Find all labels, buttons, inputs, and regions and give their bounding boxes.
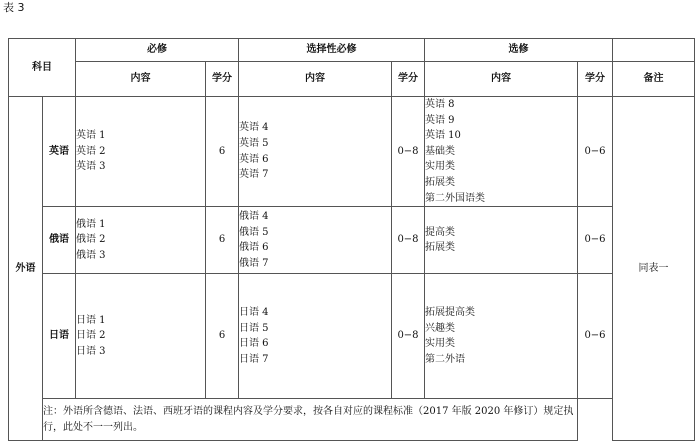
list-item: 英语 9 — [425, 114, 455, 126]
header-elective-credit: 学分 — [578, 62, 613, 97]
list-item: 俄语 3 — [76, 249, 106, 261]
list-item: 日语 3 — [76, 345, 106, 357]
header-required-content: 内容 — [76, 62, 206, 97]
remark-cell: 同表一 — [613, 97, 695, 441]
list-item: 拓展提高类 — [425, 306, 475, 318]
list-item: 兴趣类 — [425, 322, 455, 334]
list-item: 英语 3 — [76, 161, 106, 173]
elective-content — [425, 274, 578, 399]
list-item: 英语 6 — [239, 153, 269, 165]
elective-required-credit: 0−8 — [392, 97, 425, 207]
language-label: 俄语 — [43, 207, 76, 274]
table-caption: 表 3 — [3, 1, 25, 14]
elective-content — [425, 97, 578, 207]
header-remark: 备注 — [613, 62, 695, 97]
list-item: 日语 4 — [239, 306, 269, 318]
list-item: 俄语 5 — [239, 226, 269, 238]
list-item: 提高类 — [425, 226, 455, 238]
list-item: 日语 2 — [76, 330, 106, 342]
elective-content — [425, 207, 578, 274]
subject-group-label: 外语 — [9, 97, 43, 441]
list-item: 日语 6 — [239, 338, 269, 350]
required-credit: 6 — [206, 274, 239, 399]
list-item: 第二外国语类 — [425, 192, 485, 204]
language-label: 日语 — [43, 274, 76, 399]
elective-required-content — [239, 207, 392, 274]
list-item: 英语 10 — [425, 130, 461, 142]
list-item: 俄语 7 — [239, 257, 269, 269]
required-content — [76, 97, 206, 207]
header-blank — [613, 39, 695, 62]
list-item: 日语 1 — [76, 314, 106, 326]
list-item: 实用类 — [425, 338, 455, 350]
list-item: 俄语 2 — [76, 234, 106, 246]
elective-required-credit: 0−8 — [392, 274, 425, 399]
header-elective-content: 内容 — [425, 62, 578, 97]
list-item: 英语 7 — [239, 169, 269, 181]
list-item: 英语 5 — [239, 137, 269, 149]
list-item: 俄语 1 — [76, 218, 106, 230]
header-elective: 选修 — [425, 39, 613, 62]
course-table — [8, 38, 695, 441]
header-elective-required: 选择性必修 — [239, 39, 425, 62]
list-item: 英语 1 — [76, 130, 106, 142]
header-required: 必修 — [76, 39, 239, 62]
language-label: 英语 — [43, 97, 76, 207]
list-item: 日语 5 — [239, 322, 269, 334]
list-item: 俄语 6 — [239, 242, 269, 254]
header-subject: 科目 — [9, 39, 76, 97]
elective-credit: 0−6 — [578, 207, 613, 274]
list-item: 英语 4 — [239, 122, 269, 134]
header-elective-required-content: 内容 — [239, 62, 392, 97]
header-elective-required-credit: 学分 — [392, 62, 425, 97]
required-credit: 6 — [206, 97, 239, 207]
header-required-credit: 学分 — [206, 62, 239, 97]
elective-required-credit: 0−8 — [392, 207, 425, 274]
list-item: 日语 7 — [239, 353, 269, 365]
elective-credit: 0−6 — [578, 97, 613, 207]
list-item: 拓展类 — [425, 176, 455, 188]
list-item: 基础类 — [425, 145, 455, 157]
list-item: 实用类 — [425, 161, 455, 173]
elective-required-content — [239, 97, 392, 207]
required-credit: 6 — [206, 207, 239, 274]
list-item: 俄语 4 — [239, 210, 269, 222]
table-note: 注：外语所含德语、法语、西班牙语的课程内容及学分要求，按各自对应的课程标准（2017 年版 2020 年修订）规定执行，此处不一一列出。 — [43, 399, 578, 441]
list-item: 英语 8 — [425, 99, 455, 110]
required-content — [76, 207, 206, 274]
required-content — [76, 274, 206, 399]
list-item: 拓展类 — [425, 242, 455, 254]
list-item: 英语 2 — [76, 145, 106, 157]
elective-required-content — [239, 274, 392, 399]
elective-credit: 0−6 — [578, 274, 613, 399]
list-item: 第二外语 — [425, 353, 465, 365]
